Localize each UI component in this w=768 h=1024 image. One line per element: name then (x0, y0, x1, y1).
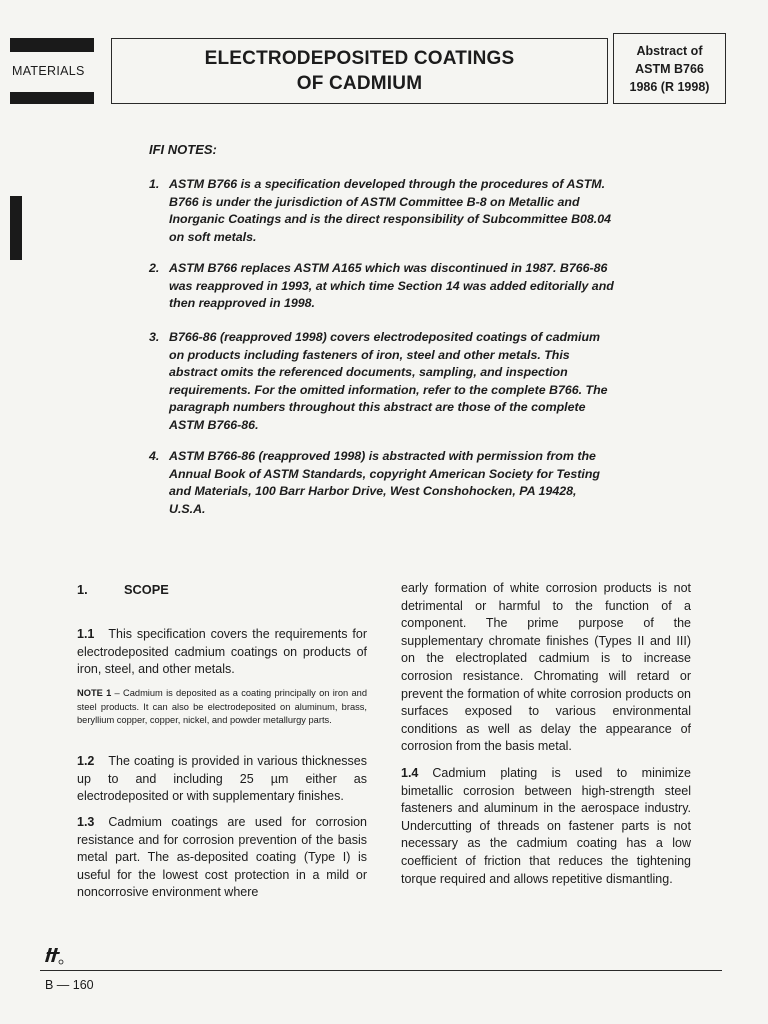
paragraph-text: Cadmium coatings are used for corrosion resistance and for corrosion prevention of the basis metal part. The as-deposited coating (Type I) is useful for the lowest cost protection in a mild or noncorrosive environment where (77, 815, 367, 900)
ifi-note-4 (149, 448, 615, 518)
abstract-line2: ASTM B766 (635, 61, 704, 76)
abstract-line3: 1986 (R 1998) (629, 79, 710, 94)
ifi-note-text: ASTM B766-86 (reapproved 1998) is abstracted with permission from the Annual Book of ASTM Standards, copyright American Society for Testing and Materials, 100 Barr Harbor Drive, West Conshohocken, PA 19428, U.S.A. (169, 449, 600, 516)
header-bar-bottom (10, 92, 94, 104)
paragraph-1-4 (401, 765, 691, 888)
section-label: MATERIALS (12, 64, 85, 78)
scope-title: SCOPE (124, 582, 169, 597)
footer-rule (40, 970, 722, 971)
paragraph-text: This specification covers the requirements for electrodeposited cadmium coatings on products of iron, steel, and other metals. (77, 627, 367, 677)
note-text: – Cadmium is deposited as a coating principally on iron and steel products. It can also be electrodeposited on aluminum, brass, beryllium copper, copper, nickel, and powder metallurgy parts. (77, 688, 367, 726)
abstract-line1: Abstract of (636, 43, 703, 58)
note-label: NOTE 1 (77, 688, 112, 698)
paragraph-number: 1.1 (77, 627, 95, 641)
ifi-note-number: 3. (149, 330, 160, 344)
paragraph-number: 1.3 (77, 815, 95, 829)
paragraph-number: 1.4 (401, 766, 419, 780)
paragraph-text: The coating is provided in various thicknesses up to and including 25 µm either as electrodeposited or with supplementary finishes. (77, 754, 367, 804)
ifi-note-3 (149, 329, 615, 435)
paragraph-number: 1.2 (77, 754, 95, 768)
document-title-box (111, 38, 608, 104)
paragraph-1-1 (77, 626, 367, 679)
header-bar-top (10, 38, 94, 52)
margin-marker (10, 196, 22, 260)
paragraph-text: early formation of white corrosion products is not detrimental or harmful to the function of a component. The prime purpose of the supplementary chromate finishes (Types II and III) on the electroplated cadmium is to increase corrosion resistance. Chromating will retard or prevent the formation of white corrosion products on surfaces exposed to various environmental conditions as well as delay the appearance of corrosion from the basis metal. (401, 581, 691, 754)
abstract-reference-box (613, 33, 726, 104)
document-title-line2: OF CADMIUM (296, 73, 423, 94)
ifi-notes-heading: IFI NOTES: (149, 142, 217, 157)
scope-heading (77, 582, 169, 597)
ifi-note-2 (149, 260, 615, 313)
ifi-note-1 (149, 176, 615, 246)
note-1 (77, 687, 367, 728)
ifi-note-text: B766-86 (reapproved 1998) covers electrodeposited coatings of cadmium on products including fasteners of iron, steel and other metals. This abstract omits the referenced documents, sampling, and inspection requirements. For the omitted information, refer to the complete B766. The paragraph numbers throughout this abstract are those of the complete ASTM B766-86. (169, 330, 608, 432)
ifi-note-number: 2. (149, 261, 160, 275)
paragraph-text: Cadmium plating is used to minimize bimetallic corrosion between high-strength steel fasteners and aluminum in the aerospace industry. Undercutting of threads on fastener parts is not necessary as the cadmium coating has a low coefficient of friction that reduces the tightening torque required and allows repetitive dismantling. (401, 766, 691, 886)
ifi-logo-icon (42, 944, 64, 966)
paragraph-1-3 (77, 814, 367, 902)
page-number: B — 160 (45, 978, 94, 992)
paragraph-1-2 (77, 753, 367, 806)
paragraph-1-3-continued (401, 580, 691, 756)
document-title-line1: ELECTRODEPOSITED COATINGS (204, 48, 515, 69)
ifi-note-text: ASTM B766 is a specification developed through the procedures of ASTM. B766 is under the jurisdiction of ASTM Committee B-8 on Metallic and Inorganic Coatings and is the direct responsibility of Subcommittee B08.04 on soft metals. (169, 177, 612, 244)
ifi-note-number: 1. (149, 177, 160, 191)
scope-number: 1. (77, 582, 88, 597)
ifi-note-number: 4. (149, 449, 160, 463)
ifi-note-text: ASTM B766 replaces ASTM A165 which was discontinued in 1987. B766-86 was reapproved in 1993, at which time Section 14 was added editorially and then reapproved in 1998. (169, 261, 614, 311)
